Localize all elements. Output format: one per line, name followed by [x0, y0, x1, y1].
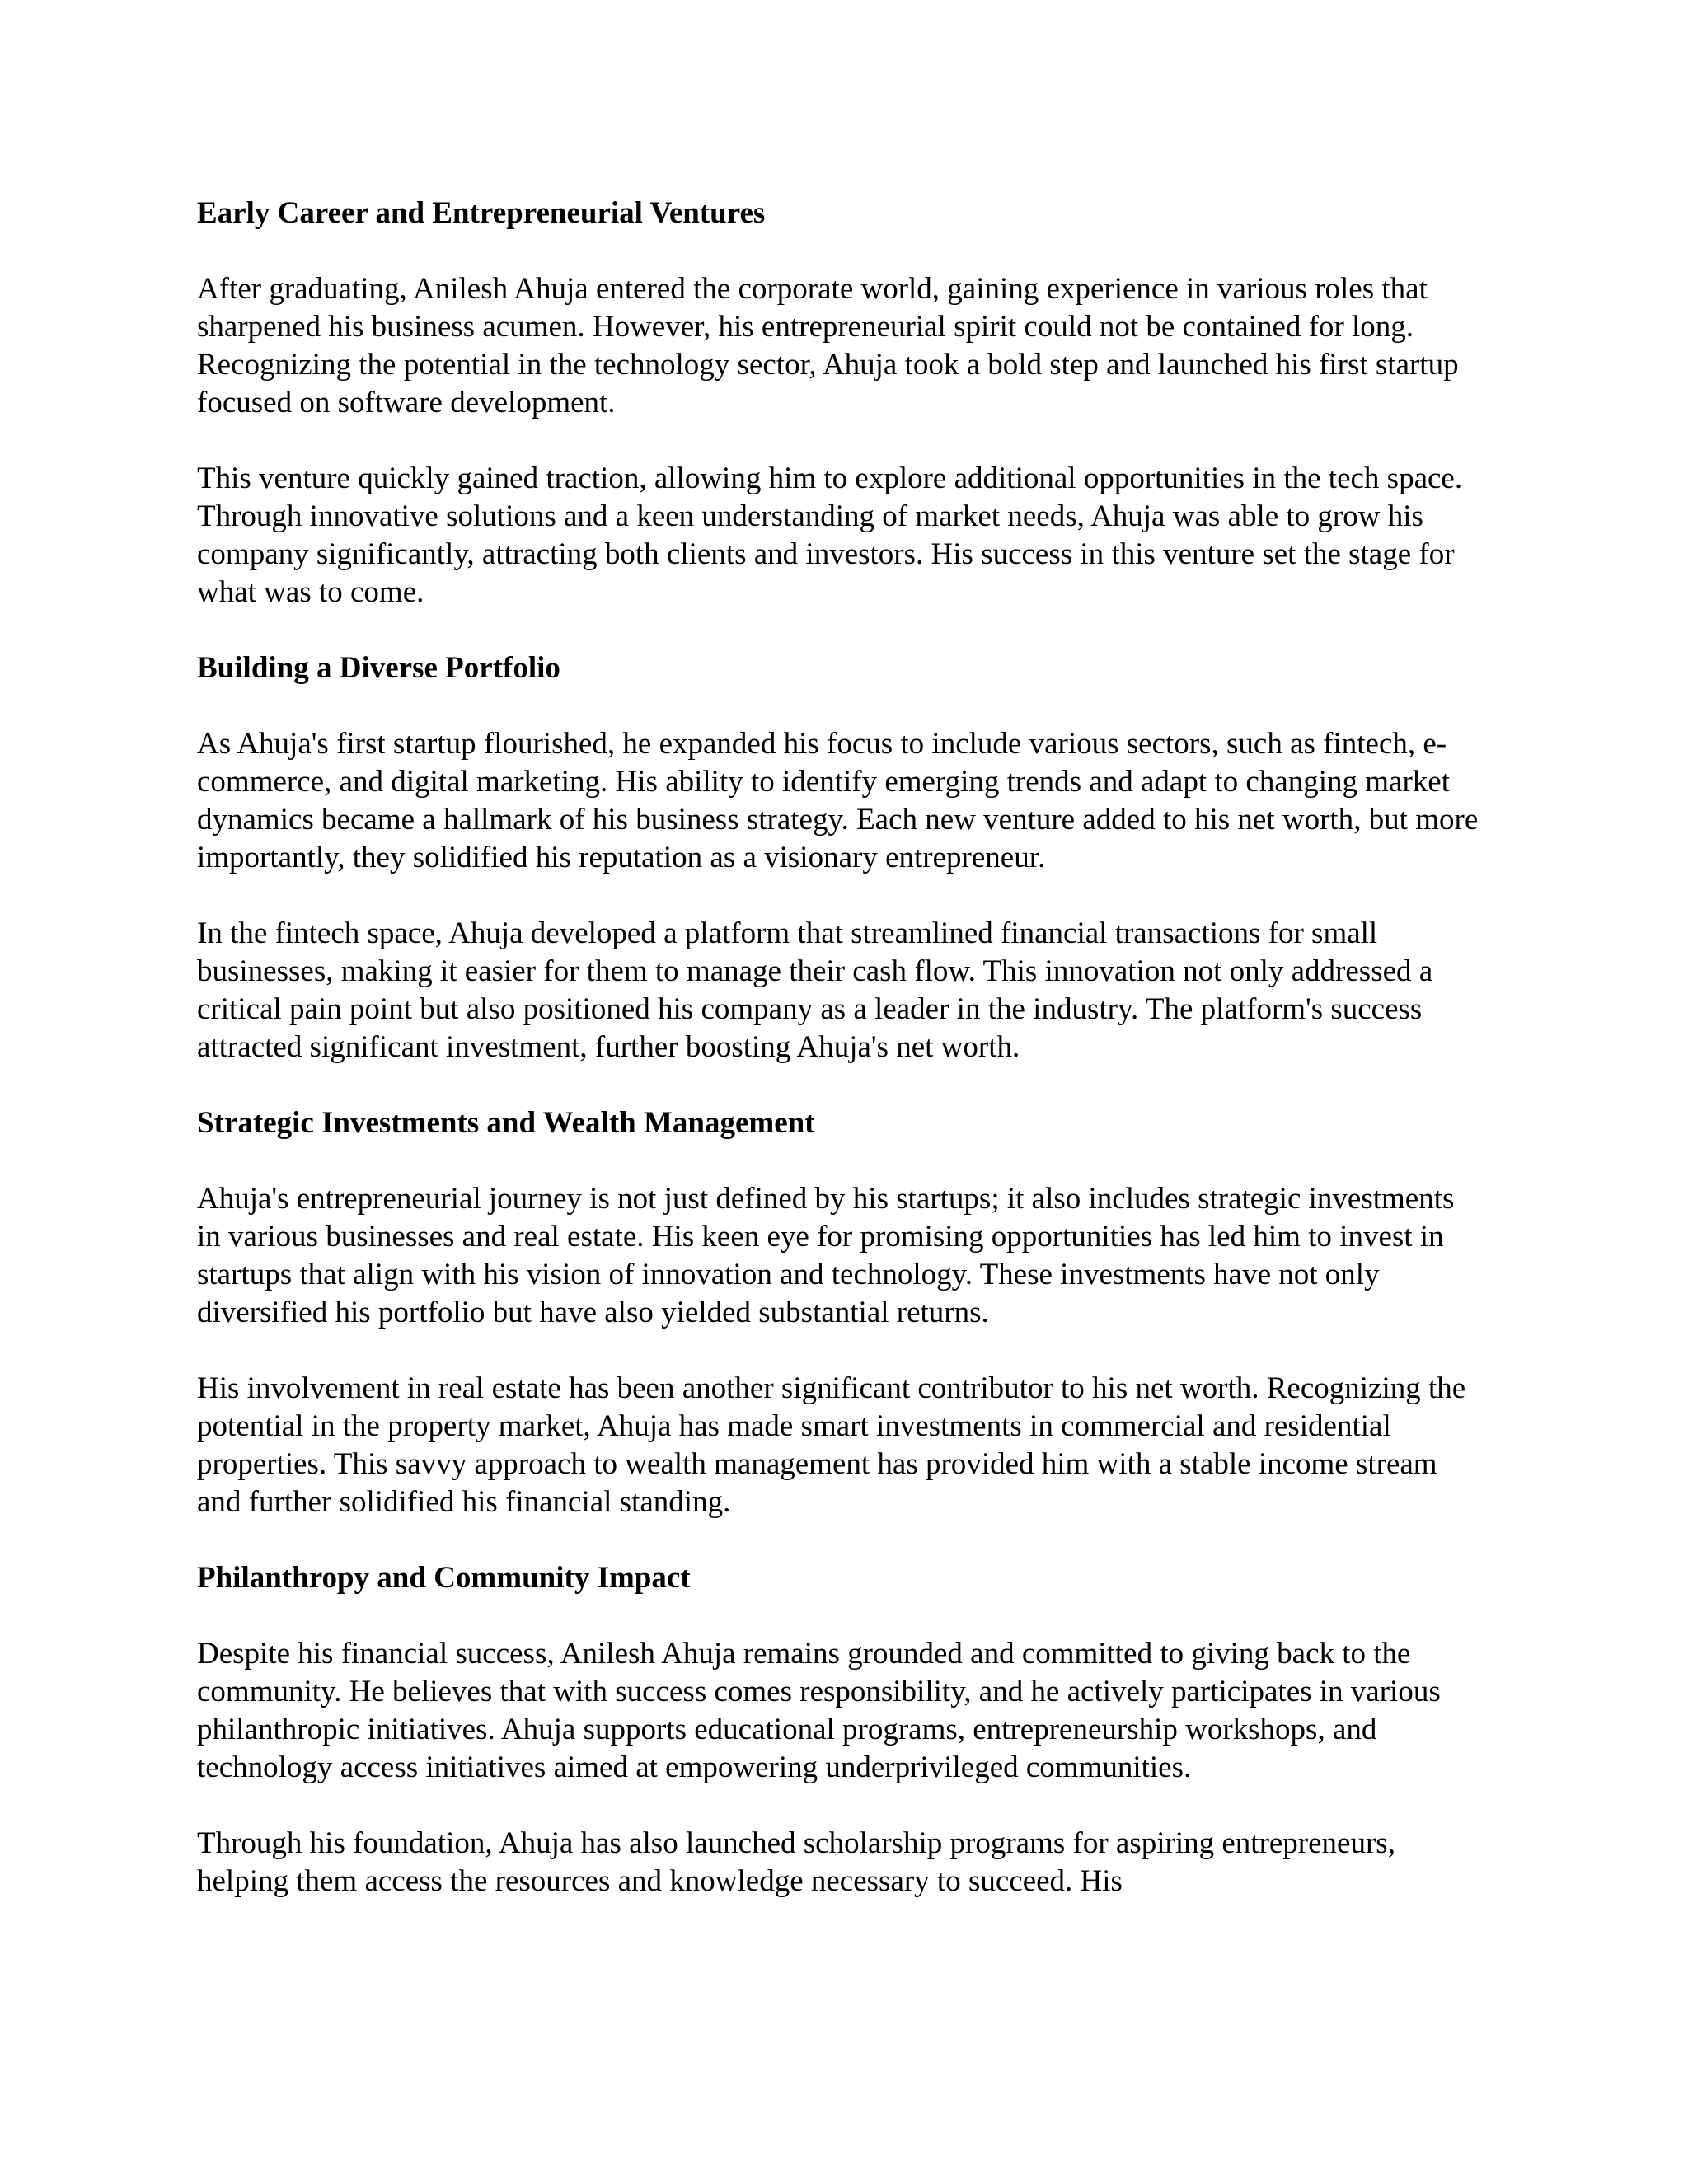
- document-body: [197, 194, 1483, 1900]
- spacer: [197, 422, 1483, 460]
- paragraph: As Ahuja's first startup flourished, he expanded his focus to include various sectors, such as fintech, e-commerce, and digital marketing. His ability to identify emerging trends and adapt to changing market dynamics became a hallmark of his business strategy. Each new venture added to his net worth, but more importantly, they solidified his reputation as a visionary entrepreneur.: [197, 727, 1479, 874]
- paragraph: In the fintech space, Ahuja developed a platform that streamlined financial transactions for small businesses, making it easier for them to manage their cash flow. This innovation not only addressed a critical pain point but also positioned his company as a leader in the industry. The platform's success attracted significant investment, further boosting Ahuja's net worth.: [197, 916, 1433, 1064]
- paragraph: Ahuja's entrepreneurial journey is not just defined by his startups; it also includes strategic investments in various businesses and real estate. His keen eye for promising opportunities has led him to invest in startups that align with his vision of innovation and technology. These investments have not only diversified his portfolio but have also yielded substantial returns.: [197, 1182, 1455, 1329]
- section-heading: Strategic Investments and Wealth Management: [197, 1106, 815, 1140]
- spacer: [197, 1142, 1483, 1180]
- section-heading: Philanthropy and Community Impact: [197, 1561, 691, 1595]
- paragraph: His involvement in real estate has been another significant contributor to his net worth. Recognizing the potential in the property market, Ahuja has made smart investments in commercial and residential properties. This savvy approach to wealth management has provided him with a stable income stream and further solidified his financial standing.: [197, 1371, 1466, 1519]
- paragraph: This venture quickly gained traction, allowing him to explore additional opportunities in the tech space. Through innovative solutions and a keen understanding of market needs, Ahuja was able to grow his company significantly, attracting both clients and investors. His success in this venture set the stage for what was to come.: [197, 462, 1463, 609]
- spacer: [197, 1066, 1483, 1104]
- spacer: [197, 1597, 1483, 1635]
- spacer: [197, 1787, 1483, 1825]
- section-heading: Early Career and Entrepreneurial Ventures: [197, 196, 766, 230]
- spacer: [197, 1332, 1483, 1370]
- paragraph: Through his foundation, Ahuja has also launched scholarship programs for aspiring entrepreneurs, helping them access the resources and knowledge necessary to succeed. His: [197, 1826, 1395, 1898]
- paragraph: Despite his financial success, Anilesh Ahuja remains grounded and committed to giving back to the community. He believes that with success comes responsibility, and he actively participates in various philanthropic initiatives. Ahuja supports educational programs, entrepreneurship workshops, and technology access initiatives aimed at empowering underprivileged communities.: [197, 1637, 1441, 1784]
- spacer: [197, 612, 1483, 649]
- spacer: [197, 1521, 1483, 1559]
- paragraph: After graduating, Anilesh Ahuja entered the corporate world, gaining experience in various roles that sharpened his business acumen. However, his entrepreneurial spirit could not be contained for long. Recognizing the potential in the technology sector, Ahuja took a bold step and launched his first startup focused on software development.: [197, 272, 1459, 419]
- spacer: [197, 687, 1483, 725]
- spacer: [197, 877, 1483, 915]
- section-heading: Building a Diverse Portfolio: [197, 651, 560, 685]
- spacer: [197, 232, 1483, 270]
